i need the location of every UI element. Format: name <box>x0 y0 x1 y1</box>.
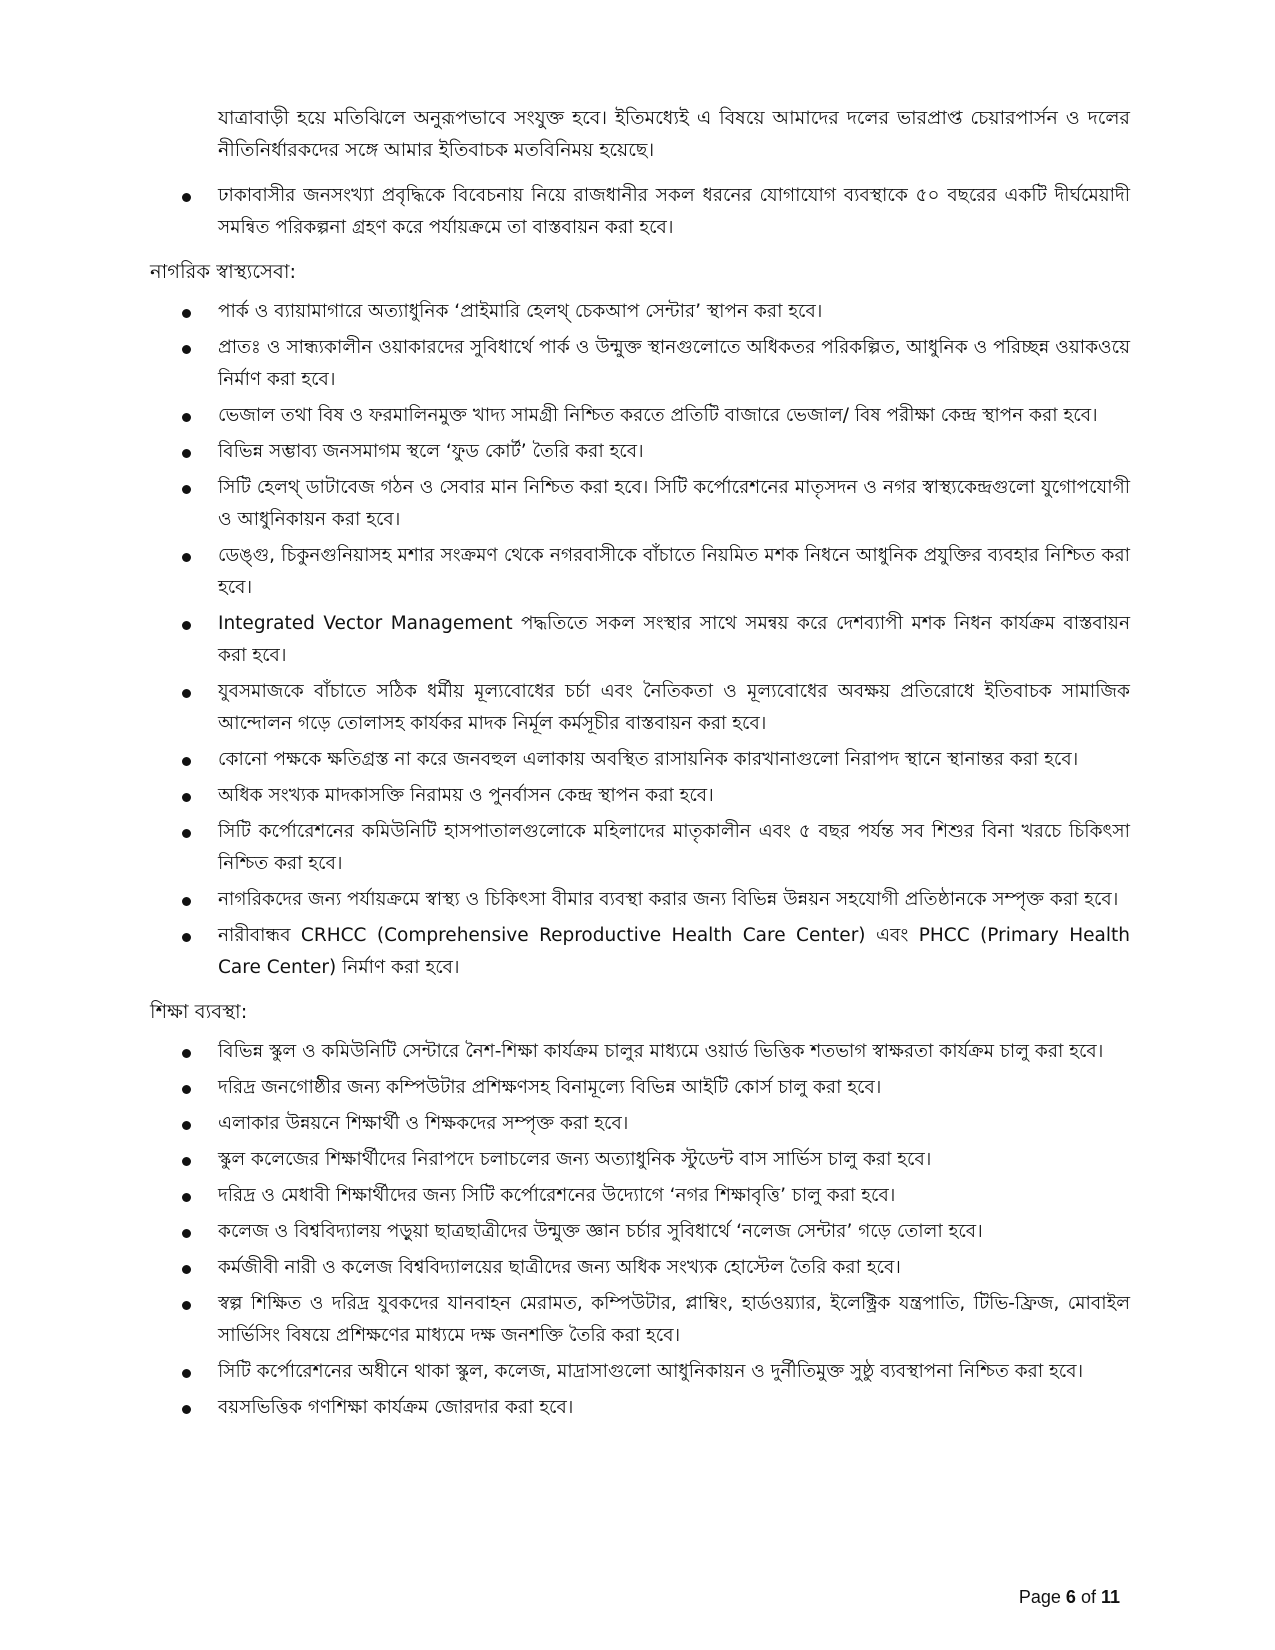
bullet-icon <box>182 449 191 458</box>
bullet-icon <box>182 1193 191 1202</box>
list-item <box>218 1252 1130 1284</box>
list-item <box>218 1180 1130 1212</box>
list-item <box>218 780 1130 812</box>
bullet-icon <box>182 1049 191 1058</box>
list-item-text: এলাকার উন্নয়নে শিক্ষার্থী ও শিক্ষকদের সম্পৃক্ত করা হবে। <box>218 1113 629 1134</box>
bullet-icon <box>182 897 191 906</box>
bullet-icon <box>182 1121 191 1130</box>
bullet-icon <box>182 1265 191 1274</box>
page-label: Page <box>1018 1587 1061 1607</box>
bullet-icon <box>182 1301 191 1310</box>
list-item <box>218 436 1130 468</box>
section-heading-education: শিক্ষা ব্যবস্থা: <box>150 1000 248 1023</box>
education-list <box>150 1036 1130 1424</box>
list-item-text: সিটি হেলথ্ ডাটাবেজ গঠন ও সেবার মান নিশ্চিত করা হবে। সিটি কর্পোরেশনের মাতৃসদন ও নগর স্বাস্থ্যকেন্দ্রগুলো যুগোপযোগী ও আধুনিকায়ন করা হবে। <box>218 477 1130 530</box>
list-item <box>218 608 1130 672</box>
list-item-text: অধিক সংখ্যক মাদকাসক্তি নিরাময় ও পুনর্বাসন কেন্দ্র স্থাপন করা হবে। <box>218 785 714 806</box>
bullet-icon <box>182 1369 191 1378</box>
page-footer <box>1019 1587 1120 1608</box>
bullet-icon <box>182 485 191 494</box>
bullet-icon <box>182 689 191 698</box>
list-item <box>218 472 1130 536</box>
list-item-text: বয়সভিত্তিক গণশিক্ষা কার্যক্রম জোরদার করা হবে। <box>218 1397 574 1418</box>
list-item-text: ঢাকাবাসীর জনসংখ্যা প্রবৃদ্ধিকে বিবেচনায় নিয়ে রাজধানীর সকল ধরনের যোগাযোগ ব্যবস্থাকে ৫০ বছরের একটি দীর্ঘমেয়াদী সমন্বিত পরিকল্পনা গ্রহণ করে পর্যায়ক্রমে তা বাস্তবায়ন করা হবে। <box>218 185 1130 238</box>
list-item-text: স্কুল কলেজের শিক্ষার্থীদের নিরাপদে চলাচলের জন্য অত্যাধুনিক স্টুডেন্ট বাস সার্ভিস চালু করা হবে। <box>218 1149 932 1170</box>
bullet-icon <box>182 829 191 838</box>
list-item-text: দরিদ্র জনগোষ্ঠীর জন্য কম্পিউটার প্রশিক্ষণসহ বিনামূল্যে বিভিন্ন আইটি কোর্স চালু করা হবে। <box>218 1077 882 1098</box>
list-item <box>218 1392 1130 1424</box>
list-item-text: বিভিন্ন স্কুল ও কমিউনিটি সেন্টারে নৈশ-শিক্ষা কার্যক্রম চালুর মাধ্যমে ওয়ার্ড ভিত্তিক শতভাগ স্বাক্ষরতা কার্যক্রম চালু করা হবে। <box>218 1041 1104 1062</box>
transport-list <box>150 180 1130 244</box>
bullet-icon <box>182 1405 191 1414</box>
list-item <box>218 1288 1130 1352</box>
section-heading-health: নাগরিক স্বাস্থ্যসেবা: <box>150 260 297 283</box>
list-item <box>218 1216 1130 1248</box>
of-label: of <box>1080 1587 1096 1607</box>
list-item <box>218 540 1130 604</box>
list-item-text: বিভিন্ন সম্ভাব্য জনসমাগম স্থলে ‘ফুড কোর্ট’ তৈরি করা হবে। <box>218 441 644 462</box>
bullet-icon <box>182 793 191 802</box>
list-item-text: পার্ক ও ব্যায়ামাগারে অত্যাধুনিক ‘প্রাইমারি হেলথ্ চেকআপ সেন্টার’ স্থাপন করা হবে। <box>218 301 823 322</box>
list-item <box>218 1108 1130 1140</box>
list-item-text: কলেজ ও বিশ্ববিদ্যালয় পড়ুয়া ছাত্রছাত্রীদের উন্মুক্ত জ্ঞান চর্চার সুবিধার্থে ‘নলেজ সেন্টার’ গড়ে তোলা হবে। <box>218 1221 983 1242</box>
continuation-paragraph: যাত্রাবাড়ী হয়ে মতিঝিলে অনুরূপভাবে সংযুক্ত হবে। ইতিমধ্যেই এ বিষয়ে আমাদের দলের ভারপ্রাপ্ত চেয়ারপার্সন ও দলের নীতিনির্ধারকদের সঙ্গে আমার ইতিবাচক মতবিনিময় হয়েছে। <box>218 107 1130 161</box>
list-item-text: যুবসমাজকে বাঁচাতে সঠিক ধর্মীয় মূল্যবোধের চর্চা এবং নৈতিকতা ও মূল্যবোধের অবক্ষয় প্রতিরোধে ইতিবাচক সামাজিক আন্দোলন গড়ে তোলাসহ কার্যকর মাদক নির্মূল কর্মসূচীর বাস্তবায়ন করা হবে। <box>218 681 1130 734</box>
list-item-text: কর্মজীবী নারী ও কলেজ বিশ্ববিদ্যালয়ের ছাত্রীদের জন্য অধিক সংখ্যক হোস্টেল তৈরি করা হবে। <box>218 1257 901 1278</box>
list-item <box>218 332 1130 396</box>
bullet-icon <box>182 757 191 766</box>
list-item <box>218 920 1130 984</box>
list-item <box>218 816 1130 880</box>
list-item-text: কোনো পক্ষকে ক্ষতিগ্রস্ত না করে জনবহুল এলাকায় অবস্থিত রাসায়নিক কারখানাগুলো নিরাপদ স্থানে স্থানান্তর করা হবে। <box>218 749 1079 770</box>
list-item-text: দরিদ্র ও মেধাবী শিক্ষার্থীদের জন্য সিটি কর্পোরেশনের উদ্যোগে ‘নগর শিক্ষাবৃত্তি’ চালু করা হবে। <box>218 1185 896 1206</box>
list-item <box>218 1072 1130 1104</box>
bullet-icon <box>182 413 191 422</box>
bullet-icon <box>182 193 191 202</box>
bullet-icon <box>182 1229 191 1238</box>
list-item <box>218 180 1130 244</box>
list-item-text: ডেঙ্গু, চিকুনগুনিয়াসহ মশার সংক্রমণ থেকে নগরবাসীকে বাঁচাতে নিয়মিত মশক নিধনে আধুনিক প্রযুক্তির ব্যবহার নিশ্চিত করা হবে। <box>218 545 1130 598</box>
bullet-icon <box>182 1157 191 1166</box>
list-item <box>218 400 1130 432</box>
list-item-text: সিটি কর্পোরেশনের অধীনে থাকা স্কুল, কলেজ, মাদ্রাসাগুলো আধুনিকায়ন ও দুর্নীতিমুক্ত সুষ্ঠু ব্যবস্থাপনা নিশ্চিত করা হবে। <box>218 1361 1084 1382</box>
list-item <box>218 1036 1130 1068</box>
page-content <box>150 102 1130 1436</box>
list-item <box>218 1356 1130 1388</box>
list-item-text: নাগরিকদের জন্য পর্যায়ক্রমে স্বাস্থ্য ও চিকিৎসা বীমার ব্যবস্থা করার জন্য বিভিন্ন উন্নয়ন সহযোগী প্রতিষ্ঠানকে সম্পৃক্ত করা হবে। <box>218 889 1119 910</box>
list-item-text: প্রাতঃ ও সান্ধ্যকালীন ওয়াকারদের সুবিধার্থে পার্ক ও উন্মুক্ত স্থানগুলোতে অধিকতর পরিকল্পিত, আধুনিক ও পরিচ্ছন্ন ওয়াকওয়ে নির্মাণ করা হবে। <box>218 337 1130 390</box>
list-item <box>218 1144 1130 1176</box>
bullet-icon <box>182 933 191 942</box>
list-item-text: নারীবান্ধব CRHCC (Comprehensive Reproductive Health Care Center) এবং PHCC (Primary Health Care Center) নির্মাণ করা হবে। <box>218 925 1130 978</box>
list-item <box>218 676 1130 740</box>
list-item-text: সিটি কর্পোরেশনের কমিউনিটি হাসপাতালগুলোকে মহিলাদের মাতৃকালীন এবং ৫ বছর পর্যন্ত সব শিশুর বিনা খরচে চিকিৎসা নিশ্চিত করা হবে। <box>218 821 1130 874</box>
list-item-text: Integrated Vector Management পদ্ধতিতে সকল সংস্থার সাথে সমন্বয় করে দেশব্যাপী মশক নিধন কার্যক্রম বাস্তবায়ন করা হবে। <box>218 613 1130 666</box>
list-item-text: ভেজাল তথা বিষ ও ফরমালিনমুক্ত খাদ্য সামগ্রী নিশ্চিত করতে প্রতিটি বাজারে ভেজাল/ বিষ পরীক্ষা কেন্দ্র স্থাপন করা হবে। <box>218 405 1098 426</box>
total-pages-number: 11 <box>1100 1587 1120 1607</box>
bullet-icon <box>182 1085 191 1094</box>
health-list <box>150 296 1130 984</box>
current-page-number: 6 <box>1065 1587 1076 1607</box>
bullet-icon <box>182 553 191 562</box>
list-item-text: স্বল্প শিক্ষিত ও দরিদ্র যুবকদের যানবাহন মেরামত, কম্পিউটার, প্লাম্বিং, হার্ডওয়্যার, ইলেক্ট্রিক যন্ত্রপাতি, টিভি-ফ্রিজ, মোবাইল সার্ভিসিং বিষয়ে প্রশিক্ষণের মাধ্যমে দক্ষ জনশক্তি তৈরি করা হবে। <box>218 1293 1130 1346</box>
list-item <box>218 884 1130 916</box>
bullet-icon <box>182 309 191 318</box>
bullet-icon <box>182 345 191 354</box>
bullet-icon <box>182 621 191 630</box>
list-item <box>218 296 1130 328</box>
list-item <box>218 744 1130 776</box>
